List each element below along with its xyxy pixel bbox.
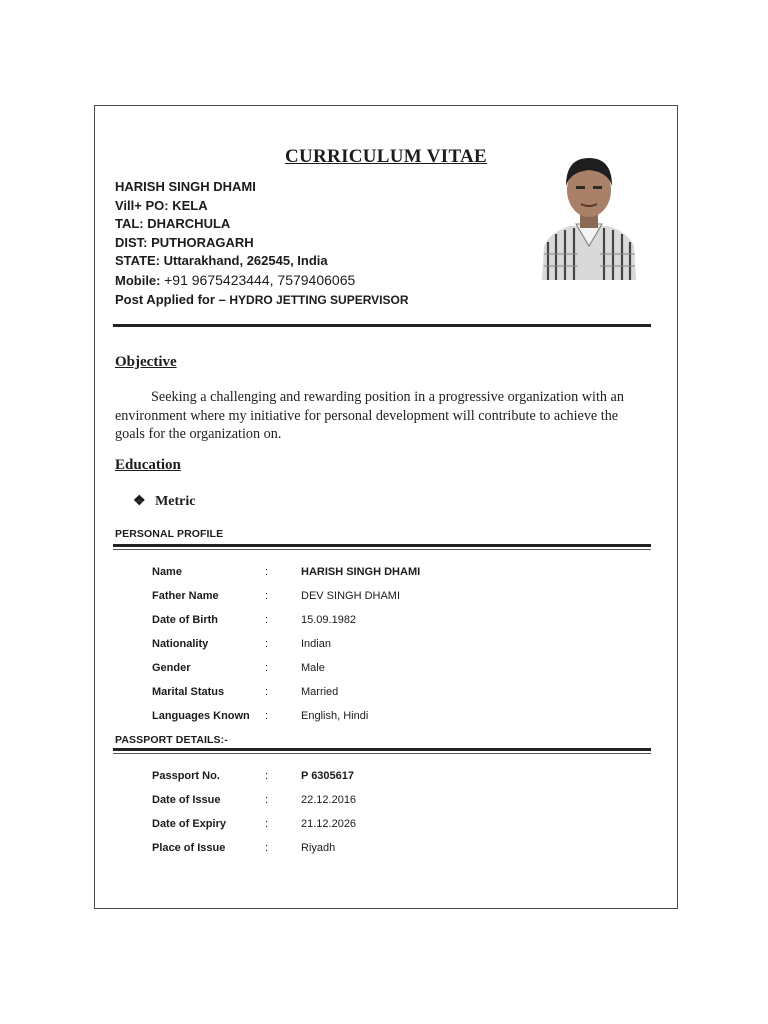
row-separator: : — [265, 590, 269, 602]
row-label: Father Name — [152, 590, 219, 602]
document-title: CURRICULUM VITAE — [284, 146, 488, 167]
address-village: Vill+ PO: KELA — [115, 197, 208, 213]
mobile-numbers: +91 9675423444, 7579406065 — [164, 271, 356, 288]
passport-divider — [113, 748, 651, 751]
row-value: 15.09.1982 — [301, 614, 357, 626]
row-label: Name — [152, 566, 182, 578]
row-label: Marital Status — [152, 686, 225, 698]
personal-profile-divider — [113, 544, 651, 547]
row-label: Place of Issue — [152, 842, 226, 854]
post-value: HYDRO JETTING SUPERVISOR — [229, 292, 409, 307]
address-dist: DIST: PUTHORAGARH — [115, 234, 254, 250]
row-label: Date of Birth — [152, 614, 218, 626]
row-value: English, Hindi — [301, 710, 369, 722]
row-value: HARISH SINGH DHAMI — [301, 566, 421, 578]
row-value: 21.12.2026 — [301, 818, 357, 830]
personal-profile-heading: PERSONAL PROFILE — [115, 528, 224, 540]
row-value: Riyadh — [301, 842, 336, 854]
education-heading: Education — [115, 457, 181, 473]
row-separator: : — [265, 842, 269, 854]
address-tal: TAL: DHARCHULA — [115, 216, 231, 232]
applicant-name: HARISH SINGH DHAMI — [115, 179, 256, 194]
cv-page — [94, 105, 678, 909]
row-separator: : — [265, 686, 269, 698]
objective-text: Seeking a challenging and rewarding position in a progressive organization with an environment where my initiative for personal development will contribute to achieve the goals for the organization on. — [115, 389, 624, 442]
row-separator: : — [265, 818, 269, 830]
post-applied-line — [115, 291, 409, 310]
row-value: 22.12.2016 — [301, 794, 357, 806]
row-separator: : — [265, 770, 269, 782]
post-label: Post Applied for – — [115, 291, 226, 307]
row-label: Gender — [152, 662, 191, 674]
profile-photo — [538, 150, 640, 280]
row-separator: : — [265, 566, 269, 578]
diamond-bullet-icon: ❖ — [133, 494, 146, 509]
header-divider — [113, 324, 651, 327]
row-separator: : — [265, 638, 269, 650]
row-label: Passport No. — [152, 770, 220, 782]
passport-divider-thin — [113, 753, 651, 754]
education-item-label: Metric — [155, 494, 196, 509]
row-value: DEV SINGH DHAMI — [301, 590, 401, 602]
mobile-line — [115, 271, 409, 291]
row-separator: : — [265, 710, 269, 722]
row-label: Date of Issue — [152, 794, 221, 806]
row-value: Male — [301, 662, 325, 674]
row-value: Indian — [301, 638, 331, 650]
personal-profile-divider-thin — [113, 549, 651, 550]
row-label: Languages Known — [152, 710, 250, 722]
row-value: P 6305617 — [301, 770, 355, 782]
address-state: STATE: Uttarakhand, 262545, India — [115, 253, 328, 269]
contact-block — [115, 178, 409, 309]
row-separator: : — [265, 614, 269, 626]
row-separator: : — [265, 662, 269, 674]
row-label: Date of Expiry — [152, 818, 226, 830]
passport-heading: PASSPORT DETAILS:- — [115, 734, 228, 746]
mobile-label: Mobile: — [115, 272, 161, 288]
row-label: Nationality — [152, 638, 209, 650]
education-item — [133, 493, 195, 510]
row-separator: : — [265, 794, 269, 806]
row-value: Married — [301, 686, 339, 698]
objective-heading: Objective — [115, 354, 177, 370]
